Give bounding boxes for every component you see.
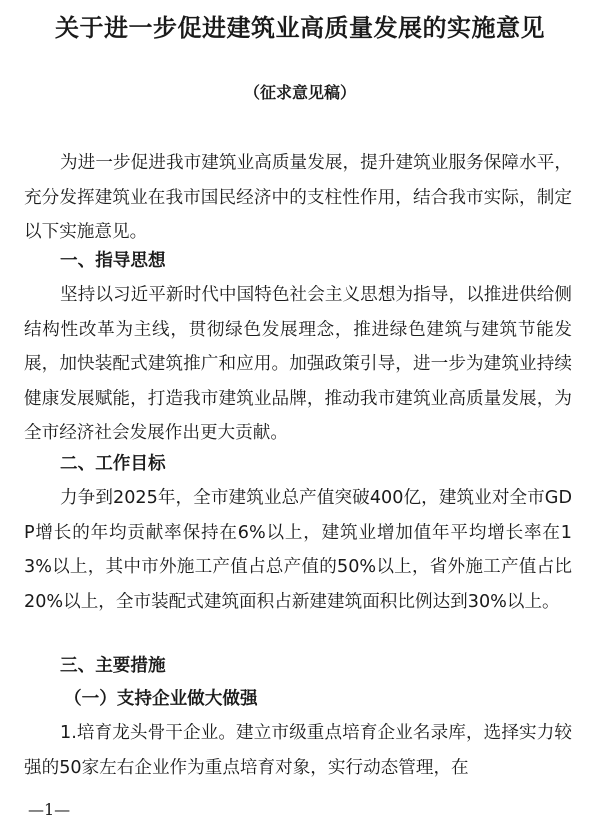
document-subtitle: （征求意见稿） xyxy=(243,83,356,102)
section-heading-work-goals: 二、工作目标 xyxy=(60,454,166,474)
section-paragraph-work-goals: 力争到2025年，全市建筑业总产值突破400亿，建筑业对全市GDP增长的年均贡献率保持在6%以上，建筑业增加值年平均增长率在13%以上，其中市外施工产值占总产值的50%以上，省外施工产值占比20%以上，全市装配式建筑面积占新建建筑面积比例达到30%以上。 xyxy=(24,488,572,612)
section-heading-main-measures: 三、主要措施 xyxy=(60,656,166,676)
document-title: 关于进一步促进建筑业高质量发展的实施意见 xyxy=(55,13,545,42)
section-heading-guiding-ideology: 一、指导思想 xyxy=(60,251,166,271)
section-paragraph-main-measures: 1.培育龙头骨干企业。建立市级重点培育企业名录库，选择实力较强的50家左右企业作为重点培育对象，实行动态管理，在 xyxy=(24,723,572,778)
intro-paragraph: 为进一步促进我市建筑业高质量发展，提升建筑业服务保障水平，充分发挥建筑业在我市国民经济中的支柱性作用，结合我市实际，制定以下实施意见。 xyxy=(24,153,572,242)
subsection-heading-support-enterprises: （一）支持企业做大做强 xyxy=(64,688,258,709)
section-paragraph-guiding-ideology: 坚持以习近平新时代中国特色社会主义思想为指导，以推进供给侧结构性改革为主线，贯彻绿色发展理念，推进绿色建筑与建筑节能发展，加快装配式建筑推广和应用。加强政策引导，进一步为建筑业持续健康发展赋能，打造我市建筑业品牌，推动我市建筑业高质量发展，为全市经济社会发展作出更大贡献。 xyxy=(24,285,572,443)
page-number: —1— xyxy=(28,800,71,819)
